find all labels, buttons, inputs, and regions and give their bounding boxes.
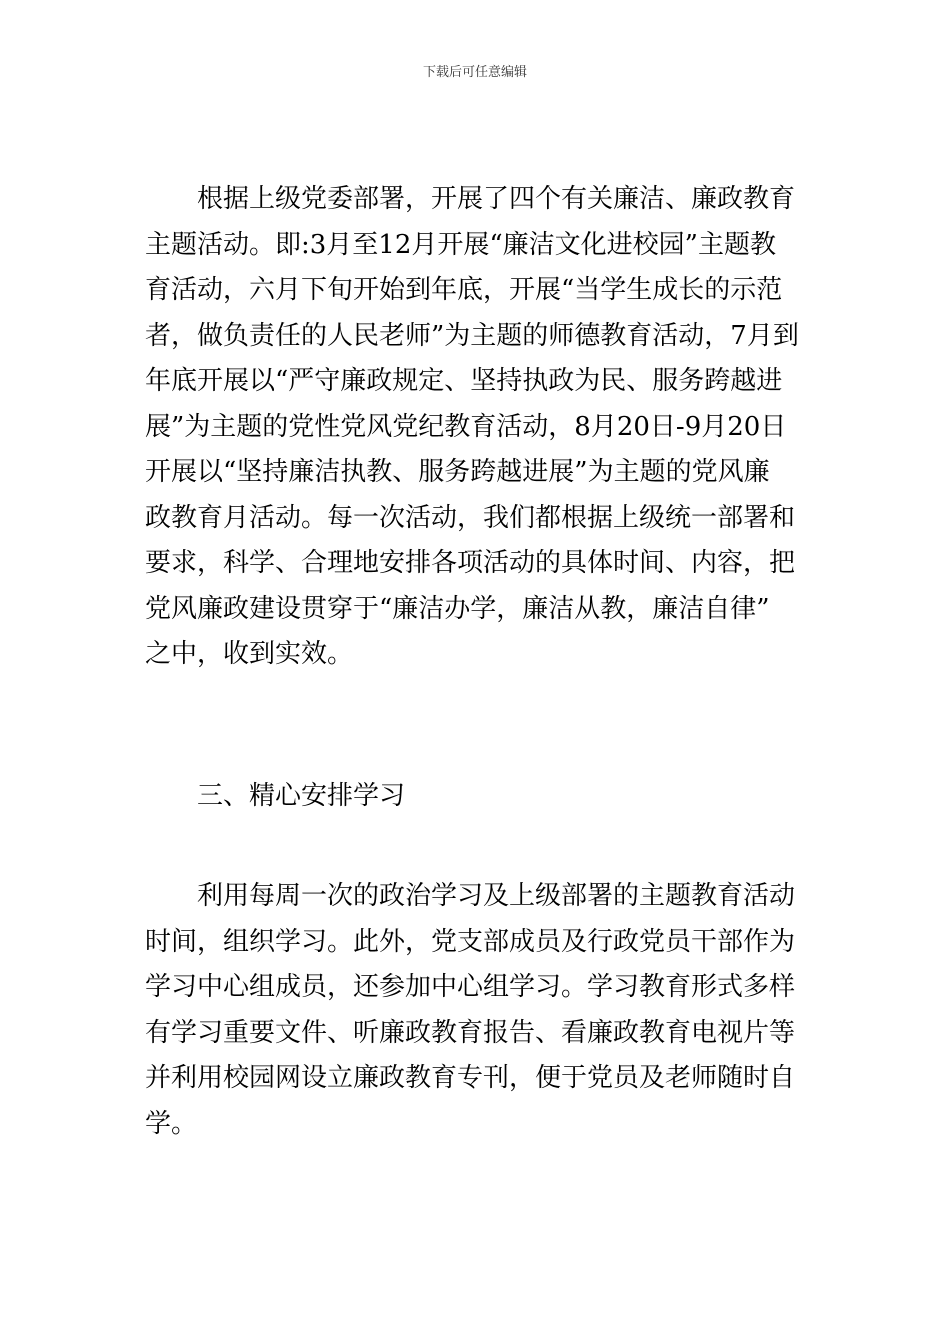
paragraph-line: 学。: [145, 1108, 198, 1139]
paragraph-line: 主题活动。即:3月至12月开展“廉洁文化进校园”主题教: [145, 229, 776, 260]
paragraph-line: 时间，组织学习。此外，党支部成员及行政党员干部作为: [145, 926, 796, 957]
paragraph-line: 有学习重要文件、听廉政教育报告、看廉政教育电视片等: [145, 1017, 796, 1048]
section-heading-text: 三、精心安排学习: [197, 781, 406, 811]
paragraph-line: 年底开展以“严守廉政规定、坚持执政为民、服务跨越进: [145, 366, 783, 396]
paragraph-line: 党风廉政建设贯穿于“廉洁办学，廉洁从教，廉洁自律”: [145, 593, 770, 624]
header-note: 下载后可任意编辑: [422, 65, 527, 80]
paragraph-line: 要求，科学、合理地安排各项活动的具体时间、内容，把: [145, 548, 796, 578]
paragraph-line: 学习中心组成员，还参加中心组学习。学习教育形式多样: [145, 972, 796, 1002]
paragraph-line: 者，做负责任的人民老师”为主题的师德教育活动，7月到: [145, 320, 799, 351]
section-heading: [145, 774, 815, 820]
paragraph-line: 开展以“坚持廉洁执教、服务跨越进展”为主题的党风廉: [145, 457, 770, 487]
paragraph-line: 之中，收到实效。: [145, 639, 354, 669]
paragraph-line: 展”为主题的党性党风党纪教育活动，8月20日-9月20日: [145, 411, 787, 442]
paragraph-line: 育活动，六月下旬开始到年底，开展“当学生成长的示范: [145, 275, 783, 305]
paragraph-line: 利用每周一次的政治学习及上级部署的主题教育活动: [197, 881, 796, 911]
paragraph-activities: [145, 177, 815, 678]
paragraph-line: 并利用校园网设立廉政教育专刊，便于党员及老师随时自: [145, 1063, 796, 1093]
paragraph-line: 根据上级党委部署，开展了四个有关廉洁、廉政教育: [197, 184, 796, 214]
paragraph-study: [145, 874, 815, 1147]
paragraph-line: 政教育月活动。每一次活动，我们都根据上级统一部署和: [145, 502, 796, 533]
